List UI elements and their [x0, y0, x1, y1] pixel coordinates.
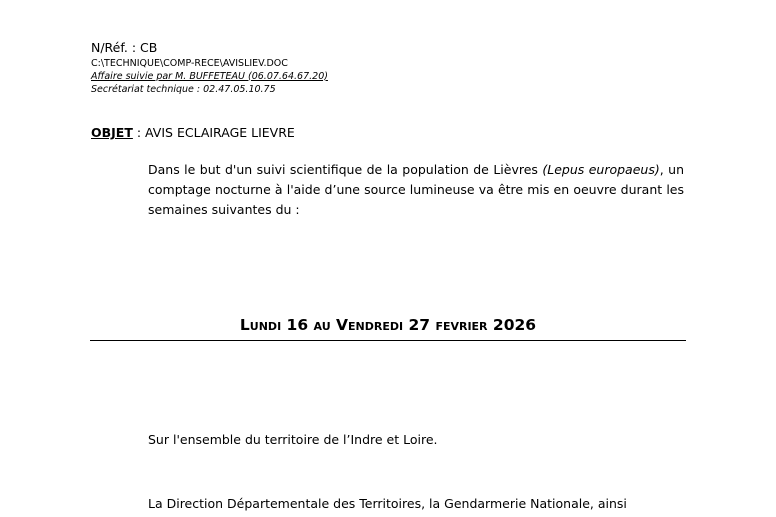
direction-line: La Direction Départementale des Territoires, la Gendarmerie Nationale, ainsi [148, 496, 627, 511]
objet-value: AVIS ECLAIRAGE LIEVRE [145, 125, 295, 140]
heading-divider [90, 340, 686, 341]
intro-text-start: Dans le but d'un suivi scientifique de la population de Lièvres [148, 162, 543, 177]
objet-separator: : [132, 125, 146, 140]
territory-line: Sur l'ensemble du territoire de l’Indre et Loire. [148, 432, 438, 447]
intro-paragraph [148, 160, 684, 220]
file-path: C:\TECHNIQUE\COMP-RECE\AVISLIEV.DOC [91, 57, 288, 69]
secretariat-line: Secrétariat technique : 02.47.05.10.75 [91, 83, 276, 95]
reference-block [91, 42, 328, 98]
affaire-line: Affaire suivie par M. BUFFETEAU (06.07.64.67.20) [91, 70, 328, 82]
intro-text-end: , un comptage nocturne à l'aide d’une source lumineuse va être mis en oeuvre durant les semaines suivantes du : [148, 162, 685, 217]
species-latin-name: (Lepus europaeus) [542, 162, 660, 177]
objet-label: OBJET [91, 125, 133, 140]
objet-line [91, 125, 295, 140]
reference-line: N/Réf. : CB [91, 40, 158, 55]
date-range-heading: Lundi 16 au Vendredi 27 fevrier 2026 [239, 316, 537, 334]
